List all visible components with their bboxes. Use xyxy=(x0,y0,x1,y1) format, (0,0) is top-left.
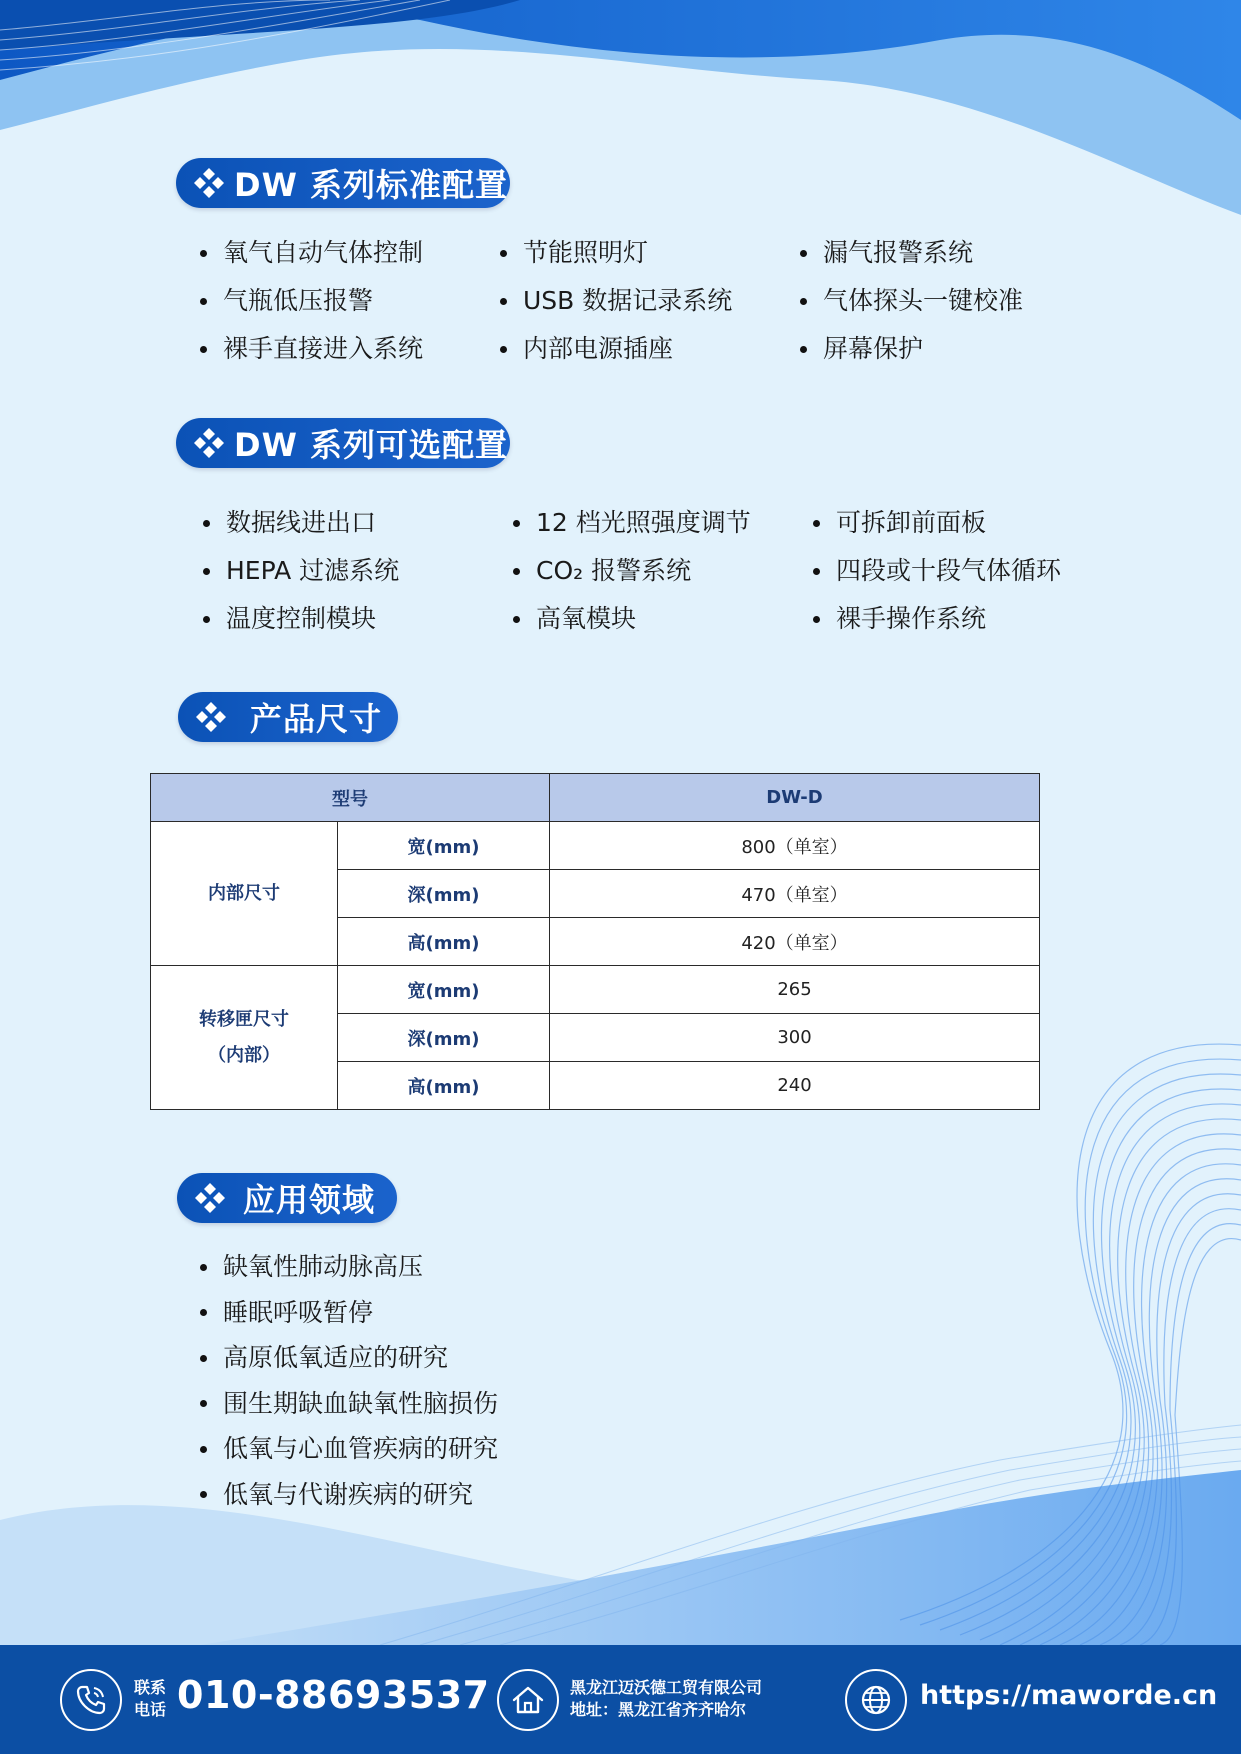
row-attribute: 高(mm) xyxy=(338,1062,550,1110)
list-item: 四段或十段气体循环 xyxy=(813,556,1113,586)
list-item: 氧气自动气体控制 xyxy=(200,238,500,268)
header-model-value: DW-D xyxy=(550,774,1040,822)
list-item: 高原低氧适应的研究 xyxy=(200,1343,498,1373)
bullet-dot xyxy=(500,298,507,305)
list-item: 屏幕保护 xyxy=(800,334,1100,364)
applications-list xyxy=(200,1252,498,1525)
list-item: 睡眠呼吸暂停 xyxy=(200,1298,498,1328)
bullet-dot xyxy=(513,616,520,623)
diamond-cluster-icon xyxy=(193,1181,227,1215)
phone-icon xyxy=(73,1682,109,1718)
group-label-line: （内部） xyxy=(208,1044,280,1066)
list-item: 缺氧性肺动脉高压 xyxy=(200,1252,498,1282)
bullet-dot xyxy=(200,1491,207,1498)
company-info xyxy=(570,1677,762,1721)
row-attribute: 高(mm) xyxy=(338,918,550,966)
list-item: 节能照明灯 xyxy=(500,238,800,268)
bullet-dot xyxy=(513,568,520,575)
bullet-dot xyxy=(200,346,207,353)
row-attribute: 深(mm) xyxy=(338,870,550,918)
bullet-dot xyxy=(200,1446,207,1453)
bullet-dot xyxy=(203,520,210,527)
row-value: 800（单室） xyxy=(550,822,1040,870)
section-title-dimensions xyxy=(178,692,398,742)
website-link[interactable]: https://maworde.cn xyxy=(920,1680,1218,1711)
company-name: 黑龙江迈沃德工贸有限公司 xyxy=(570,1678,763,1697)
phone-icon-circle xyxy=(60,1669,122,1731)
table-header-row xyxy=(151,774,1040,822)
group-label: 内部尺寸 xyxy=(151,822,338,966)
contact-label xyxy=(134,1677,166,1721)
list-item: 围生期缺血缺氧性脑损伤 xyxy=(200,1389,498,1419)
table-row xyxy=(151,966,1040,1014)
company-address: 地址：黑龙江省齐齐哈尔 xyxy=(570,1700,747,1719)
list-item: 漏气报警系统 xyxy=(800,238,1100,268)
list-item: 气体探头一键校准 xyxy=(800,286,1100,316)
bullet-dot xyxy=(200,250,207,257)
list-item: CO₂ 报警系统 xyxy=(513,556,813,586)
contact-label-line: 联系 xyxy=(134,1678,167,1697)
phone-number: 010-88693537 xyxy=(177,1673,490,1717)
row-value: 240 xyxy=(550,1062,1040,1110)
globe-icon xyxy=(858,1682,894,1718)
home-icon-circle xyxy=(497,1669,559,1731)
table-row xyxy=(151,822,1040,870)
section-title-optional xyxy=(176,418,510,468)
row-attribute: 深(mm) xyxy=(338,1014,550,1062)
section-title-text: DW 系列标准配置 xyxy=(234,166,509,204)
list-item: USB 数据记录系统 xyxy=(500,286,800,316)
bullet-dot xyxy=(203,568,210,575)
list-item: 裸手操作系统 xyxy=(813,604,1113,634)
bullet-dot xyxy=(813,616,820,623)
standard-items-grid xyxy=(200,238,1100,364)
row-attribute: 宽(mm) xyxy=(338,966,550,1014)
list-item: 温度控制模块 xyxy=(203,604,513,634)
bullet-dot xyxy=(800,250,807,257)
list-item: 低氧与心血管疾病的研究 xyxy=(200,1434,498,1464)
bullet-dot xyxy=(500,250,507,257)
bullet-dot xyxy=(500,346,507,353)
row-value: 470（单室） xyxy=(550,870,1040,918)
dimensions-table xyxy=(150,773,1040,1110)
bullet-dot xyxy=(200,1400,207,1407)
bullet-dot xyxy=(813,520,820,527)
bullet-dot xyxy=(200,1355,207,1362)
bullet-dot xyxy=(513,520,520,527)
globe-icon-circle xyxy=(845,1669,907,1731)
section-title-text: 应用领域 xyxy=(243,1181,376,1219)
diamond-cluster-icon xyxy=(194,700,228,734)
home-icon xyxy=(510,1682,546,1718)
row-value: 265 xyxy=(550,966,1040,1014)
bullet-dot xyxy=(800,346,807,353)
bullet-dot xyxy=(200,1309,207,1316)
list-item: 内部电源插座 xyxy=(500,334,800,364)
diamond-cluster-icon xyxy=(192,166,226,200)
optional-items-grid xyxy=(203,508,1113,634)
list-item: 气瓶低压报警 xyxy=(200,286,500,316)
group-label-line: 转移匣尺寸 xyxy=(199,1008,289,1030)
list-item: HEPA 过滤系统 xyxy=(203,556,513,586)
row-value: 420（单室） xyxy=(550,918,1040,966)
list-item: 12 档光照强度调节 xyxy=(513,508,813,538)
list-item: 可拆卸前面板 xyxy=(813,508,1113,538)
section-title-text: 产品尺寸 xyxy=(250,700,383,738)
diamond-cluster-icon xyxy=(192,426,226,460)
footer-bar xyxy=(0,1645,1241,1754)
list-item: 裸手直接进入系统 xyxy=(200,334,500,364)
bullet-dot xyxy=(200,1264,207,1271)
header-model-label: 型号 xyxy=(151,774,550,822)
bullet-dot xyxy=(800,298,807,305)
bullet-dot xyxy=(813,568,820,575)
group-label xyxy=(151,966,338,1110)
row-attribute: 宽(mm) xyxy=(338,822,550,870)
list-item: 数据线进出口 xyxy=(203,508,513,538)
bullet-dot xyxy=(203,616,210,623)
section-title-applications xyxy=(177,1173,397,1223)
contact-label-line: 电话 xyxy=(134,1700,167,1719)
row-value: 300 xyxy=(550,1014,1040,1062)
list-item: 低氧与代谢疾病的研究 xyxy=(200,1480,498,1510)
list-item: 高氧模块 xyxy=(513,604,813,634)
section-title-text: DW 系列可选配置 xyxy=(234,426,509,464)
bullet-dot xyxy=(200,298,207,305)
section-title-standard xyxy=(176,158,510,208)
